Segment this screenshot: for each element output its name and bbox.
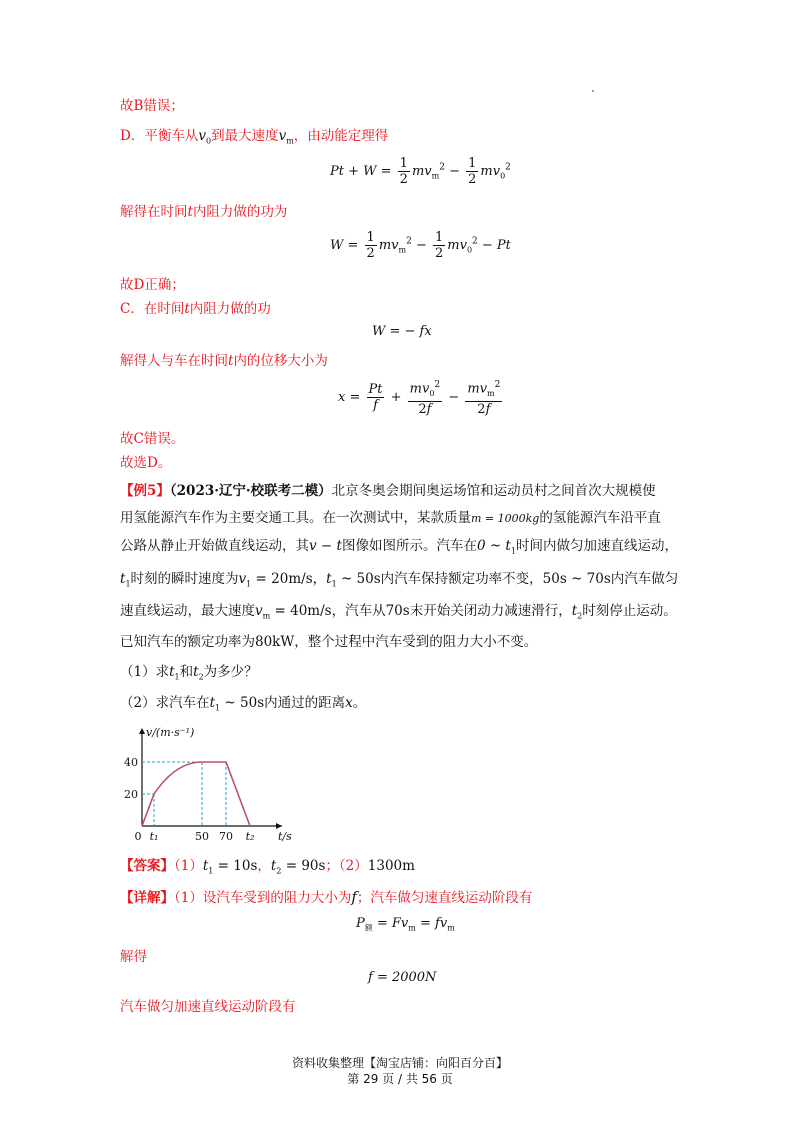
text-line: 故D正确； <box>120 277 185 293</box>
footer-page-number: 第 29 页 / 共 56 页 <box>347 1072 453 1086</box>
example-line: $t_1$时刻的瞬时速度为$v_1 = 20m/s$，$t_1$ ~ 50s内汽车保持额定功率不变，50s ~ 70s内汽车做匀 <box>120 571 679 589</box>
footer-source: 资料收集整理【淘宝店铺：向阳百分百】 <box>291 1056 508 1070</box>
equation-displacement: x = $\frac{Pt}{f}$ + $\frac{mv_0^2}{2f}$ − $\frac{mv_m^2}{2f}$ <box>338 380 501 417</box>
question-2: （2）求汽车在$t_1$ ~ 50s内通过的距离x。 <box>120 695 367 713</box>
text-line: 解得 <box>120 949 147 965</box>
equation-friction: W = − fx <box>372 324 432 339</box>
text-line: 解得人与车在时间t内的位移大小为 <box>120 353 328 369</box>
answer-line: 【答案】$(1)t_1 = 10s$，$t_2 = 90s$；（2）1300m <box>120 858 415 876</box>
x-tick-label: t₁ <box>149 830 159 843</box>
equation-power: $P_额 = Fv_m = fv_m$ <box>356 916 455 933</box>
example-line: 速直线运动，最大速度$v_m = 40m/s$，汽车从70s末开始关闭动力减速滑行，$t_2$时刻停止运动。 <box>120 603 677 621</box>
equation-result: f = 2000N <box>368 970 437 985</box>
text-line: 故B错误； <box>120 98 184 114</box>
velocity-curve <box>142 762 250 826</box>
equation-kinetic: Pt + W = $\frac{1}{2}$ $mv_m^2$ − $\frac{1}{2}$ $mv_0^2$ <box>330 156 511 187</box>
text-line: 解得在时间t内阻力做的功为 <box>120 204 288 220</box>
example-line: 公路从静止开始做直线运动，其v − t图像如图所示。汽车在0 ~ $t_1$时间内做匀加速直线运动， <box>120 538 678 556</box>
x-tick-label: 0 <box>134 830 142 843</box>
y-axis-label: v/(m·s⁻¹) <box>146 726 195 739</box>
detail-line: 【详解】（1）设汽车受到的阻力大小为f；汽车做匀速直线运动阶段有 <box>120 888 533 906</box>
equation-work: W = $\frac{1}{2}$ $mv_m^2$ − $\frac{1}{2}$ $mv_0^2 - Pt$ <box>330 230 511 261</box>
text-line: 故C错误。 <box>120 431 185 447</box>
vt-graph <box>124 726 294 843</box>
x-tick-label: t₂ <box>245 830 255 843</box>
y-tick-label: 20 <box>124 788 138 801</box>
x-tick-label: 70 <box>219 830 233 843</box>
detail-tag: 【详解】 <box>120 890 174 906</box>
text-line: 故选D。 <box>120 455 172 471</box>
y-tick-label: 40 <box>124 756 138 769</box>
x-tick-label: 50 <box>195 830 209 843</box>
example-line: 用氢能源汽车作为主要交通工具。在一次测试中，某款质量m = 1000kg的氢能源汽车沿平直 <box>120 510 661 526</box>
text-line: D．平衡车从$v_0$到最大速度$v_m$，由动能定理得 <box>120 128 389 146</box>
y-axis-arrow <box>139 728 145 734</box>
text-line: C．在时间t内阻力做的功 <box>120 301 271 317</box>
x-axis-label: t/s <box>278 830 292 843</box>
example-line: 已知汽车的额定功率为80kW，整个过程中汽车受到的阻力大小不变。 <box>120 634 538 650</box>
stray-dot <box>592 90 594 92</box>
text-line: 汽车做匀加速直线运动阶段有 <box>120 999 296 1015</box>
example-tag: 【例5】 <box>120 483 170 499</box>
answer-tag: 【答案】 <box>120 858 174 874</box>
question-1: （1）求$t_1$和$t_2$为多少？ <box>120 664 258 682</box>
example-line: 【例5】（2023·辽宁·校联考二模）北京冬奥会期间奥运场馆和运动员村之间首次大规模使 <box>120 483 656 499</box>
x-axis-arrow <box>276 823 282 829</box>
